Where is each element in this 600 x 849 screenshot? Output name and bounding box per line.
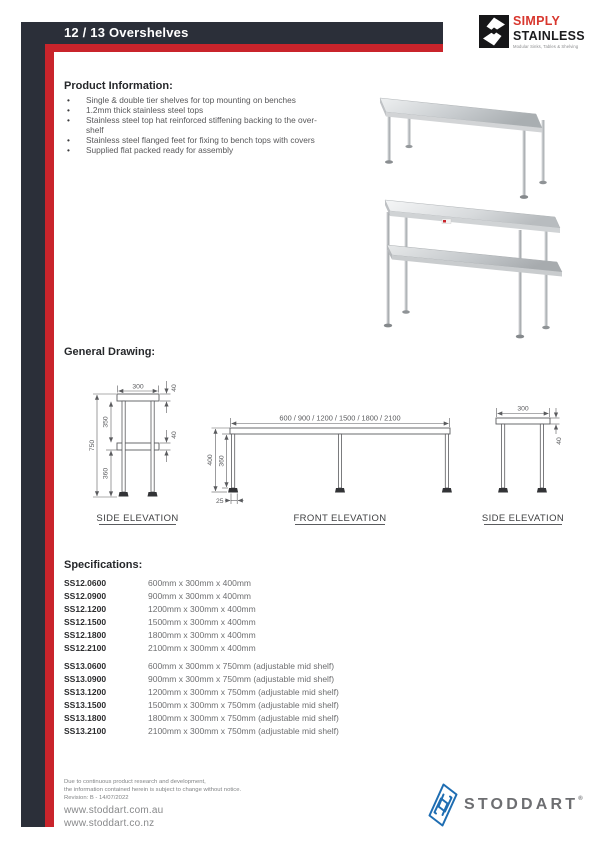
dim-front-leg-height: 360 bbox=[218, 455, 226, 467]
bullet-text: 1.2mm thick stainless steel tops bbox=[86, 105, 204, 115]
spec-model: SS13.1800 bbox=[64, 713, 107, 723]
product-info-heading: Product Information: bbox=[64, 80, 173, 92]
spec-model: SS12.1500 bbox=[64, 617, 107, 627]
spec-size: 600mm x 300mm x 400mm bbox=[148, 578, 251, 588]
bullet-text: Stainless steel flanged feet for fixing to bench tops with covers bbox=[86, 134, 315, 145]
spec-model: SS12.2100 bbox=[64, 643, 107, 653]
front-elevation-label: FRONT ELEVATION bbox=[293, 513, 387, 524]
table-row bbox=[64, 712, 444, 725]
table-row bbox=[64, 660, 444, 673]
spec-size: 1800mm x 300mm x 400mm bbox=[148, 630, 256, 640]
page-title: 12 / 13 Overshelves bbox=[64, 25, 189, 40]
table-row bbox=[64, 642, 444, 655]
specifications-table bbox=[64, 577, 444, 738]
spec-model: SS13.1200 bbox=[64, 687, 107, 697]
table-row bbox=[64, 725, 444, 738]
dim-side1-top-thickness: 40 bbox=[171, 384, 178, 392]
registered-mark: ® bbox=[578, 796, 583, 802]
stoddart-logo-icon bbox=[428, 783, 458, 827]
dim-side1-mid-thickness: 40 bbox=[171, 431, 178, 439]
bullet-text: Supplied flat packed ready for assembly bbox=[86, 144, 234, 155]
revision-text: Revision: B - 14/07/2022 bbox=[64, 795, 129, 801]
specifications-heading: Specifications: bbox=[64, 559, 143, 571]
bullet-icon: • bbox=[67, 144, 70, 155]
stoddart-logo bbox=[428, 782, 593, 828]
left-accent-bar-red bbox=[45, 44, 54, 827]
spec-size: 900mm x 300mm x 400mm bbox=[148, 591, 251, 601]
spec-size: 1500mm x 300mm x 400mm bbox=[148, 617, 256, 627]
simply-stainless-logo-icon bbox=[479, 15, 509, 48]
side-elevation-1-label: SIDE ELEVATION bbox=[96, 513, 179, 524]
simply-stainless-logo bbox=[479, 15, 591, 49]
bullet-icon: • bbox=[67, 115, 70, 125]
spec-model: SS13.2100 bbox=[64, 726, 107, 736]
spec-size: 1800mm x 300mm x 750mm (adjustable mid shelf) bbox=[148, 713, 339, 723]
dim-front-height: 400 bbox=[207, 454, 214, 466]
table-row bbox=[64, 590, 444, 603]
spec-size: 1500mm x 300mm x 750mm (adjustable mid shelf) bbox=[148, 700, 339, 710]
list-item bbox=[64, 146, 334, 156]
brand-tagline: Modular Sinks, Tables & Shelving bbox=[513, 43, 579, 49]
header-accent-red bbox=[45, 44, 443, 52]
table-row bbox=[64, 577, 444, 590]
spec-model: SS12.1200 bbox=[64, 604, 107, 614]
table-row bbox=[64, 686, 444, 699]
spec-model: SS13.0600 bbox=[64, 661, 107, 671]
bullet-text: Stainless steel top hat reinforced stiffening backing to the over-shelf bbox=[86, 115, 317, 135]
dim-side1-total-height: 750 bbox=[89, 439, 96, 452]
spec-size: 1200mm x 300mm x 400mm bbox=[148, 604, 256, 614]
dim-side1-leg-height: 360 bbox=[102, 467, 110, 480]
table-row bbox=[64, 629, 444, 642]
bullet-icon: • bbox=[67, 134, 70, 145]
spec-model: SS12.1800 bbox=[64, 630, 107, 640]
dim-side2-thickness: 40 bbox=[556, 437, 563, 445]
table-row bbox=[64, 673, 444, 686]
table-row bbox=[64, 699, 444, 712]
spec-size: 600mm x 300mm x 750mm (adjustable mid shelf) bbox=[148, 661, 335, 671]
spec-model: SS13.0900 bbox=[64, 674, 107, 684]
website-link-nz[interactable]: www.stoddart.co.nz bbox=[64, 818, 155, 829]
bullet-text: Single & double tier shelves for top mounting on benches bbox=[86, 95, 296, 105]
bullet-icon: • bbox=[67, 105, 70, 115]
spec-size: 1200mm x 300mm x 750mm (adjustable mid shelf) bbox=[148, 687, 339, 697]
spec-model: SS13.1500 bbox=[64, 700, 107, 710]
dim-side1-shelf-gap: 350 bbox=[102, 416, 110, 428]
general-drawing-heading: General Drawing: bbox=[64, 346, 156, 358]
table-row bbox=[64, 616, 444, 629]
double-tier-shelf-photo bbox=[350, 178, 600, 346]
side-elevation-2-label: SIDE ELEVATION bbox=[481, 513, 565, 524]
left-accent-bar-dark bbox=[21, 22, 45, 827]
spec-size: 900mm x 300mm x 750mm (adjustable mid shelf) bbox=[148, 674, 335, 684]
brand-name-top: SIMPLY bbox=[513, 14, 561, 28]
spec-group-double-tier bbox=[64, 660, 444, 738]
brand-name-bottom: STAINLESS bbox=[513, 28, 585, 43]
disclaimer-line-1: Due to continuous product research and development, bbox=[64, 779, 206, 785]
dim-front-lengths: 600 / 900 / 1200 / 1500 / 1800 / 2100 bbox=[279, 413, 401, 423]
spec-size: 2100mm x 300mm x 750mm (adjustable mid shelf) bbox=[148, 726, 339, 736]
spec-model: SS12.0900 bbox=[64, 591, 107, 601]
table-row bbox=[64, 603, 444, 616]
dim-side1-width: 300 bbox=[132, 383, 144, 391]
general-drawing-canvas bbox=[60, 372, 585, 532]
dim-front-foot: 25 bbox=[215, 498, 224, 505]
bullet-icon: • bbox=[67, 95, 70, 105]
stoddart-wordmark: STODDART® bbox=[464, 796, 583, 813]
spec-model: SS12.0600 bbox=[64, 578, 107, 588]
website-link-au[interactable]: www.stoddart.com.au bbox=[64, 805, 164, 816]
list-item bbox=[64, 116, 334, 136]
product-info-list bbox=[64, 96, 334, 156]
dim-side2-width: 300 bbox=[517, 405, 529, 413]
spec-size: 2100mm x 300mm x 400mm bbox=[148, 643, 256, 653]
disclaimer-line-2: the information contained herein is subject to change without notice. bbox=[64, 787, 242, 793]
